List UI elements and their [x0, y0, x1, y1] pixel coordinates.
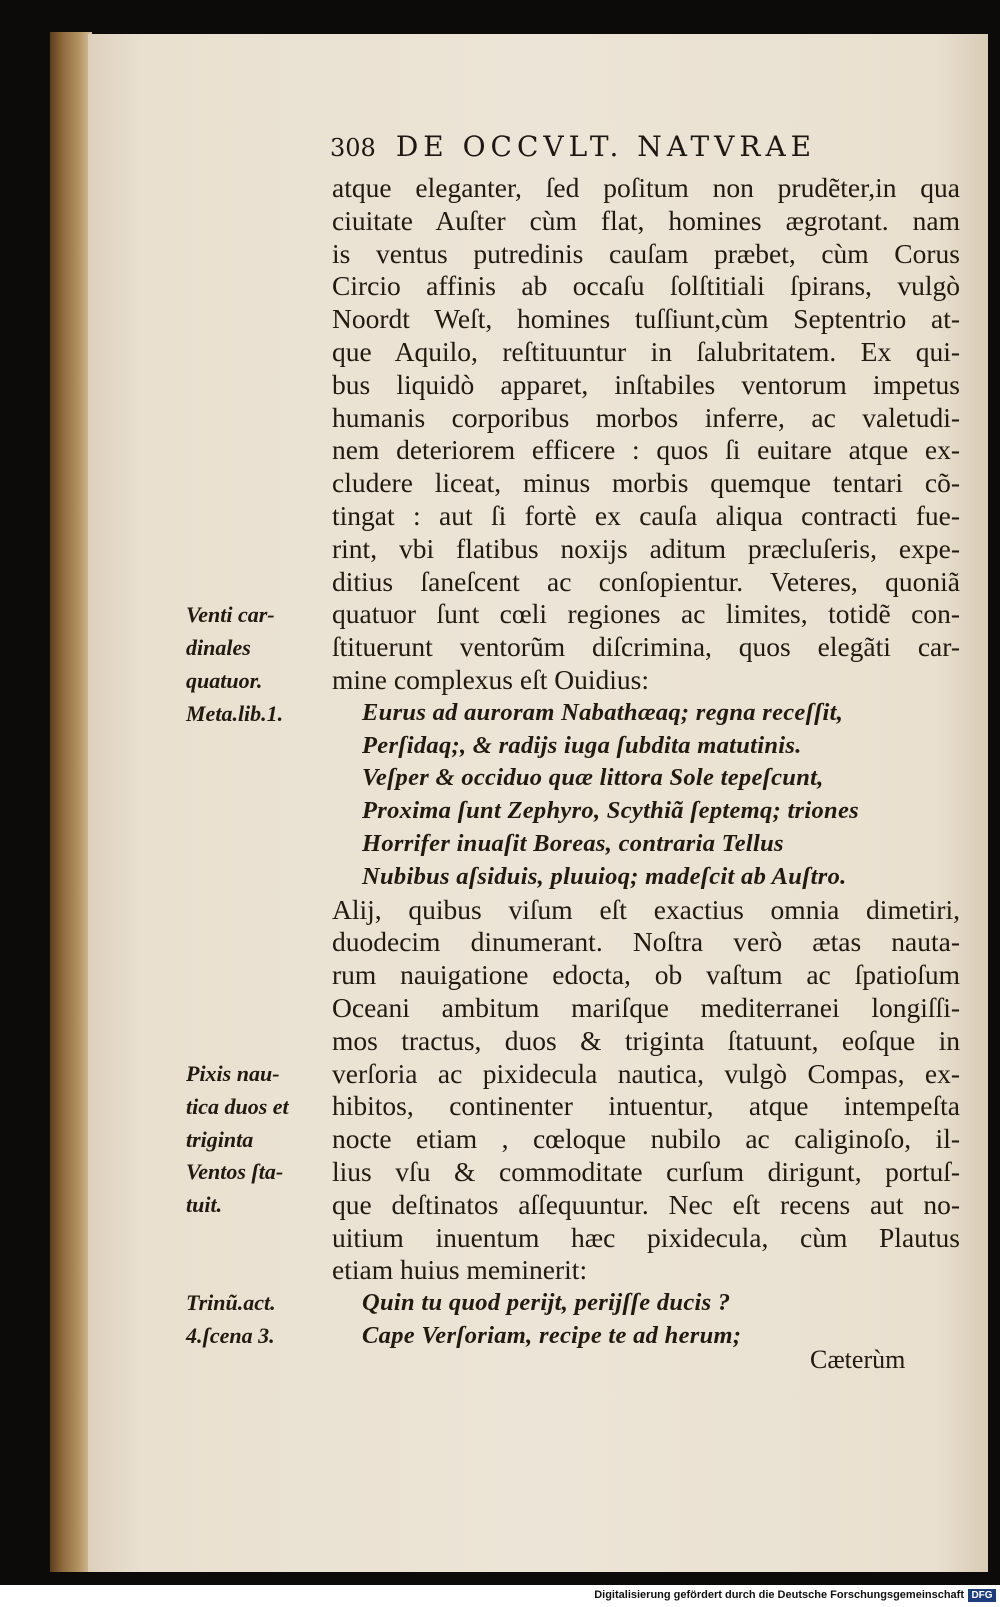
margin-line: Ventos ſta-: [186, 1159, 284, 1185]
text-line: duodecim dinumerant. Noſtra verò ætas nauta-: [332, 926, 960, 958]
text-line: quatuor ſunt cœli regiones ac limites, totidẽ con-: [332, 598, 960, 630]
text-line: hibitos, continenter intuentur, atque intempeſta: [332, 1090, 960, 1122]
text-line: lius vſu & commoditate curſum dirigunt, portuſ-: [332, 1155, 960, 1187]
text-line: rum nauigatione edocta, ob vaſtum ac ſpatioſum: [332, 959, 960, 991]
margin-note-venti: [186, 599, 326, 697]
running-title: DE OCCVLT. NATVRAE: [395, 130, 817, 163]
prose-block-1: [332, 172, 960, 697]
text-line: rint, vbi flatibus noxijs aditum præcluſeris, expe-: [332, 532, 960, 564]
margin-line: quatuor.: [186, 667, 263, 693]
text-line: ditius ſaneſcent ac conſopientur. Veteres, quoniã: [332, 565, 960, 597]
verse-line: Eurus ad auroram Nabathæaq; regna receſſit,: [362, 698, 844, 726]
funding-credit: Digitalisierung gefördert durch die Deutsche Forschungsgemeinschaft: [594, 1589, 964, 1601]
verse-line: Quin tu quod perijt, perijſſe ducis ?: [362, 1289, 731, 1317]
text-line: Circio affinis ab occaſu ſolſtitiali ſpirans, vulgò: [332, 270, 960, 302]
dfg-logo: DFG: [968, 1589, 996, 1602]
catchword: Cæterùm: [810, 1345, 906, 1374]
margin-note-trinummus: [186, 1287, 326, 1353]
verse-line: Cape Verſoriam, recipe te ad herum;: [362, 1321, 742, 1349]
text-line: etiam huius meminerit:: [332, 1254, 588, 1286]
text-line: verſoria ac pixidecula nautica, vulgò Compas, ex-: [332, 1057, 960, 1089]
margin-line: Trinũ.act.: [186, 1290, 276, 1315]
prose-block-2: [332, 894, 960, 1288]
text-line: nocte etiam , cœloque nubilo ac caliginoſo, il-: [332, 1123, 960, 1155]
margin-line: Pixis nau-: [186, 1061, 280, 1086]
text-line: humanis corporibus morbos inferre, ac valetudi-: [332, 401, 960, 433]
text-line: mos tractus, duos & triginta ſtatuunt, eoſque in: [332, 1024, 960, 1056]
text-line: Oceani ambitum mariſque mediterranei longiſſi-: [332, 991, 960, 1023]
margin-note-metamorphoses: [186, 698, 326, 731]
margin-line: dinales: [186, 634, 251, 660]
text-line: nem deteriorem efficere : quos ſi euitare atque ex-: [332, 434, 960, 466]
verse-block-ovid: [332, 697, 960, 894]
text-line: ſtituerunt ventorũm diſcrimina, quos elegãti car-: [332, 631, 960, 663]
margin-line: 4.ſcena 3.: [186, 1322, 275, 1348]
margin-line: Meta.lib.1.: [186, 701, 284, 726]
margin-line: triginta: [186, 1126, 254, 1152]
margin-line: Venti car-: [186, 602, 275, 627]
book-spine: [50, 32, 92, 1572]
text-line: is ventus putredinis cauſam præbet, cùm Corus: [332, 237, 960, 269]
verse-line: Proxima ſunt Zephyro, Scythiã ſeptemq; triones: [362, 797, 859, 825]
text-line: que deſtinatos aſſequuntur. Nec eſt recens aut no-: [332, 1188, 960, 1220]
margin-note-pixis: [186, 1058, 326, 1222]
text-line: ciuitate Auſter cùm flat, homines ægrotant. nam: [332, 204, 960, 236]
text-line: que Aquilo, reſtituuntur in ſalubritatem. Ex qui-: [332, 335, 960, 367]
verse-line: Perſidaq;, & radijs iuga ſubdita matutinis.: [362, 731, 802, 759]
margin-line: tuit.: [186, 1192, 223, 1218]
text-line: atque eleganter, ſed poſitum non prudẽter,in qua: [332, 172, 960, 203]
main-text: [332, 172, 960, 1353]
text-line: tingat : aut ſi fortè ex cauſa aliqua contracti fue-: [332, 499, 960, 531]
verse-block-plautus: [332, 1287, 960, 1353]
margin-line: tica duos et: [186, 1093, 289, 1119]
verse-line: Horrifer inuaſit Boreas, contraria Tellus: [362, 829, 784, 857]
text-line: cludere liceat, minus morbis quemque tentari cõ-: [332, 467, 960, 499]
footer-bar: [0, 1585, 1000, 1607]
page-header: [330, 130, 890, 170]
text-line: mine complexus eſt Ouidius:: [332, 663, 649, 695]
text-line: uitium inuentum hæc pixidecula, cùm Plautus: [332, 1221, 960, 1253]
text-line: Noordt Weſt, homines tuſſiunt,cùm Septentrio at-: [332, 303, 960, 335]
verse-line: Nubibus aſsiduis, pluuioq; madeſcit ab Auſtro.: [362, 862, 847, 890]
verse-line: Veſper & occiduo quæ littora Sole tepeſcunt,: [362, 764, 824, 792]
text-line: bus liquidò apparet, inſtabiles ventorum impetus: [332, 368, 960, 400]
text-line: Alij, quibus viſum eſt exactius omnia dimetiri,: [332, 893, 960, 925]
page-number: 308: [330, 134, 376, 162]
